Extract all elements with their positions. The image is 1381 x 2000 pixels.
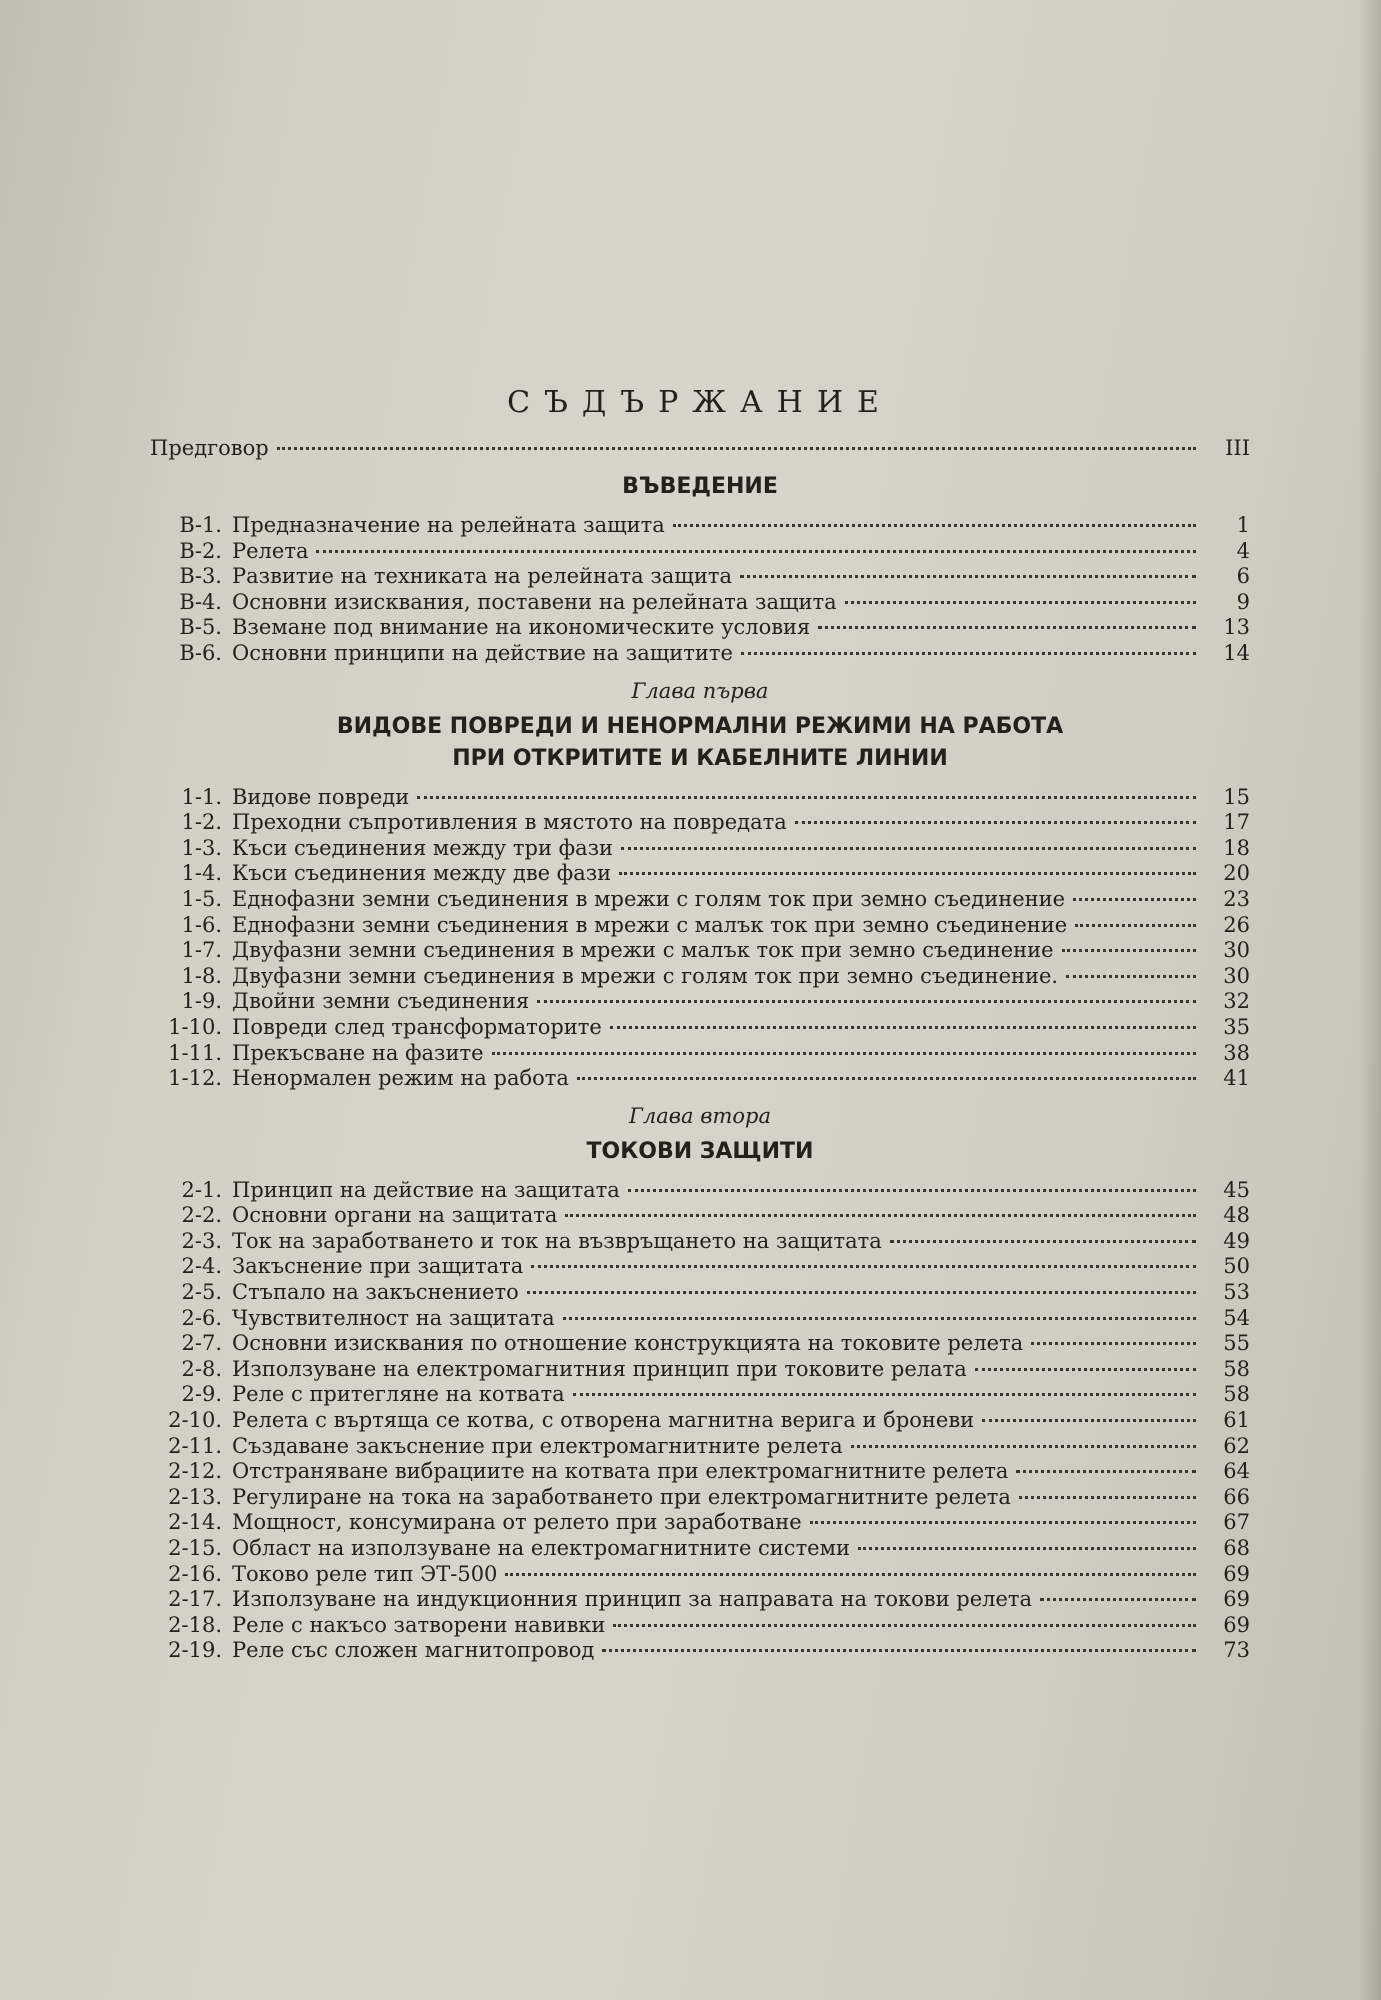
entry-number: 2-15. <box>168 1536 222 1560</box>
entry-title: Основни органи на защитата <box>232 1203 558 1228</box>
entry-number: 2-10. <box>168 1408 222 1433</box>
chapter-label: Глава втора <box>629 1103 771 1128</box>
entry-number: 2-9. <box>181 1382 222 1407</box>
toc-entry <box>150 1587 1250 1613</box>
entry-number: 1-9. <box>181 989 222 1014</box>
entry-page-number: 48 <box>1223 1203 1250 1228</box>
toc-entry <box>150 564 1250 590</box>
dot-leader <box>573 1393 1196 1396</box>
dot-leader <box>628 1189 1196 1192</box>
toc-entry <box>150 989 1250 1015</box>
page-title: СЪДЪРЖАНИЕ <box>507 385 893 420</box>
toc-entry <box>150 615 1250 641</box>
entry-page-number: 30 <box>1223 938 1250 963</box>
dot-leader <box>975 1368 1196 1371</box>
entry-title: Развитие на техниката на релейната защита <box>232 564 732 589</box>
dot-leader <box>1073 898 1196 901</box>
toc-entry <box>150 810 1250 836</box>
toc-entry <box>150 1485 1250 1511</box>
entry-title: Преходни съпротивления в мястото на повредата <box>232 810 787 835</box>
toc-entry <box>150 1510 1250 1536</box>
dot-leader <box>577 1077 1196 1080</box>
toc-entry <box>150 1408 1250 1434</box>
dot-leader <box>563 1317 1196 1320</box>
toc-entry <box>150 539 1250 565</box>
entry-title: Токово реле тип ЭТ-500 <box>232 1561 498 1586</box>
section-chapter-two <box>150 1104 1250 1664</box>
entry-number: 1-3. <box>181 835 222 860</box>
toc-entry <box>150 1066 1250 1092</box>
toc-entry <box>150 1229 1250 1255</box>
toc-entry <box>150 1382 1250 1408</box>
entry-title: Двуфазни земни съединения в мрежи с голям ток при земно съединение. <box>232 963 1059 988</box>
dot-leader <box>1075 924 1196 927</box>
entry-title: Прекъсване на фазите <box>232 1040 484 1065</box>
entry-title: Повреди след трансформаторите <box>232 1014 602 1039</box>
entry-page-number: 64 <box>1223 1459 1250 1484</box>
toc-entry <box>150 938 1250 964</box>
entry-number: В-5. <box>179 615 222 640</box>
dot-leader <box>505 1573 1196 1576</box>
entry-title: Основни принципи на действие на защитите <box>232 640 733 665</box>
dot-leader <box>673 524 1196 527</box>
toc-entry <box>150 1254 1250 1280</box>
dot-leader <box>795 821 1196 824</box>
entry-number: 2-5. <box>181 1280 222 1305</box>
entry-page-number: 23 <box>1223 886 1250 911</box>
entry-title: Основни изисквания, поставени на релейната защита <box>232 589 837 614</box>
toc-entry <box>150 1178 1250 1204</box>
dot-leader <box>858 1547 1196 1550</box>
section-chapter-one <box>150 679 1250 1092</box>
entry-title: Релета <box>232 538 309 563</box>
entry-page-number: 17 <box>1223 810 1250 835</box>
dot-leader <box>621 847 1196 850</box>
toc-entry <box>150 1041 1250 1067</box>
entry-number: В-2. <box>179 538 222 563</box>
entry-page-number: 69 <box>1223 1612 1250 1637</box>
chapter-title: ТОКОВИ ЗАЩИТИ <box>586 1138 814 1164</box>
entry-title: Реле с притегляне на котвата <box>232 1382 565 1407</box>
entry-title: Къси съединения между две фази <box>232 861 612 886</box>
entry-page-number: 14 <box>1223 640 1250 665</box>
dot-leader <box>1019 1496 1196 1499</box>
entry-title: Двойни земни съединения <box>232 989 530 1014</box>
entry-title: Ненормален режим на работа <box>232 1066 569 1091</box>
toc-entry <box>150 836 1250 862</box>
dot-leader <box>527 1291 1196 1294</box>
entry-page-number: 18 <box>1223 835 1250 860</box>
entry-page-number: 9 <box>1236 589 1250 614</box>
entry-page-number: 41 <box>1223 1066 1250 1091</box>
toc-entry <box>150 1613 1250 1639</box>
entry-number: 2-18. <box>168 1612 222 1637</box>
entry-number: 2-8. <box>181 1356 222 1381</box>
dot-leader <box>565 1214 1196 1217</box>
toc-entry <box>150 1280 1250 1306</box>
chapter-title-line-2: ПРИ ОТКРИТИТЕ И КАБЕЛНИТЕ ЛИНИИ <box>452 745 948 771</box>
entry-title: Закъснение при защитата <box>232 1254 524 1279</box>
toc-list <box>150 513 1250 667</box>
page-edge-shadow <box>1359 0 1381 2000</box>
toc-list <box>150 785 1250 1092</box>
entry-title: Еднофазни земни съединения в мрежи с малък ток при земно съединение <box>232 912 1068 937</box>
toc-entry <box>150 1459 1250 1485</box>
toc-entry <box>150 513 1250 539</box>
entry-title: Стъпало на закъснението <box>232 1280 519 1305</box>
dot-leader <box>610 1026 1196 1029</box>
entry-number: 2-17. <box>168 1587 222 1612</box>
entry-page-number: 15 <box>1223 784 1250 809</box>
entry-title: Използуване на индукционния принцип за направата на токови релета <box>232 1587 1033 1612</box>
entry-title: Принцип на действие на защитата <box>232 1177 620 1202</box>
entry-page-number: 66 <box>1223 1484 1250 1509</box>
entry-number: 2-11. <box>168 1433 222 1458</box>
entry-title: Реле със сложен магнитопровод <box>232 1638 595 1663</box>
entry-page-number: 58 <box>1223 1382 1250 1407</box>
entry-title: Еднофазни земни съединения в мрежи с голям ток при земно съединение <box>232 886 1066 911</box>
toc-entry <box>150 1638 1250 1664</box>
dot-leader <box>818 626 1196 629</box>
toc-entry <box>150 590 1250 616</box>
dot-leader <box>537 1000 1196 1003</box>
entry-page-number: 55 <box>1223 1331 1250 1356</box>
entry-number: 1-1. <box>181 784 222 809</box>
toc-entry <box>150 1331 1250 1357</box>
entry-title: Основни изисквания по отношение конструкцията на токовите релета <box>232 1331 1024 1356</box>
entry-number: 2-19. <box>168 1638 222 1663</box>
entry-number: 2-2. <box>181 1203 222 1228</box>
entry-number: В-1. <box>179 513 222 537</box>
entry-page-number: 67 <box>1223 1510 1250 1535</box>
entry-title: Създаване закъснение при електромагнитните релета <box>232 1433 843 1458</box>
chapter-label: Глава първа <box>631 678 769 703</box>
toc-entry <box>150 1306 1250 1332</box>
entry-number: 2-3. <box>181 1228 222 1253</box>
dot-leader <box>1062 949 1196 952</box>
dot-leader <box>982 1419 1196 1422</box>
entry-number: 1-6. <box>181 912 222 937</box>
toc-entry <box>150 861 1250 887</box>
entry-page-number: 73 <box>1223 1638 1250 1663</box>
entry-number: 1-2. <box>181 810 222 835</box>
dot-leader <box>1066 975 1196 978</box>
entry-number: В-6. <box>179 640 222 665</box>
dot-leader <box>1031 1342 1196 1345</box>
toc-entry <box>150 1434 1250 1460</box>
dot-leader <box>845 601 1196 604</box>
preface-page: III <box>1225 436 1250 460</box>
entry-page-number: 69 <box>1223 1587 1250 1612</box>
dot-leader <box>316 550 1196 553</box>
entry-number: 1-5. <box>181 886 222 911</box>
toc-entry <box>150 785 1250 811</box>
dot-leader <box>602 1649 1196 1652</box>
entry-number: 1-8. <box>181 963 222 988</box>
entry-number: 2-1. <box>181 1177 222 1202</box>
toc-entry <box>150 641 1250 667</box>
toc-entry <box>150 1536 1250 1562</box>
toc-entry <box>150 887 1250 913</box>
entry-page-number: 61 <box>1223 1408 1250 1433</box>
entry-page-number: 26 <box>1223 912 1250 937</box>
entry-page-number: 45 <box>1223 1177 1250 1202</box>
entry-number: 1-11. <box>168 1040 222 1065</box>
dot-leader <box>613 1624 1196 1627</box>
toc-entry <box>150 964 1250 990</box>
entry-number: 2-14. <box>168 1510 222 1535</box>
chapter-title-line-1: ВИДОВЕ ПОВРЕДИ И НЕНОРМАЛНИ РЕЖИМИ НА РАБОТА <box>336 713 1064 739</box>
toc-entry <box>150 1015 1250 1041</box>
entry-number: В-3. <box>179 564 222 589</box>
preface-label: Предговор <box>150 436 269 460</box>
entry-page-number: 49 <box>1223 1228 1250 1253</box>
entry-page-number: 4 <box>1236 538 1250 563</box>
entry-title: Двуфазни земни съединения в мрежи с малък ток при земно съединение <box>232 938 1054 963</box>
dot-leader <box>492 1052 1196 1055</box>
entry-page-number: 13 <box>1223 615 1250 640</box>
entry-number: 1-10. <box>168 1014 222 1039</box>
dot-leader <box>851 1445 1196 1448</box>
entry-number: 1-7. <box>181 938 222 963</box>
entry-page-number: 53 <box>1223 1280 1250 1305</box>
section-introduction <box>150 474 1250 667</box>
entry-number: 2-12. <box>168 1459 222 1484</box>
dot-leader <box>740 575 1196 578</box>
entry-page-number: 68 <box>1223 1536 1250 1560</box>
entry-title: Чувствителност на защитата <box>232 1305 555 1330</box>
entry-title: Област на използуване на електромагнитните системи <box>232 1536 850 1560</box>
dot-leader <box>810 1521 1196 1524</box>
toc-entry <box>150 913 1250 939</box>
entry-title: Реле с накъсо затворени навивки <box>232 1612 606 1637</box>
entry-number: 1-12. <box>168 1066 222 1091</box>
entry-page-number: 1 <box>1236 513 1250 537</box>
entry-page-number: 35 <box>1223 1014 1250 1039</box>
entry-title: Отстраняване вибрациите на котвата при електромагнитните релета <box>232 1459 1009 1484</box>
section-heading: ВЪВЕДЕНИЕ <box>622 474 778 499</box>
entry-number: 2-7. <box>181 1331 222 1356</box>
entry-number: 2-4. <box>181 1254 222 1279</box>
entry-page-number: 58 <box>1223 1356 1250 1381</box>
toc-list <box>150 1178 1250 1664</box>
entry-title: Използуване на електромагнитния принцип при токовите релата <box>232 1356 967 1381</box>
entry-title: Ток на заработването и ток на възвръщането на защитата <box>232 1228 882 1253</box>
dot-leader <box>531 1265 1196 1268</box>
dot-leader <box>619 872 1196 875</box>
entry-title: Регулиране на тока на заработването при електромагнитните релета <box>232 1484 1011 1509</box>
entry-title: Къси съединения между три фази <box>232 835 614 860</box>
entry-page-number: 62 <box>1223 1433 1250 1458</box>
entry-title: Предназначение на релейната защита <box>232 513 665 537</box>
dot-leader <box>277 447 1196 450</box>
entry-number: 1-4. <box>181 861 222 886</box>
entry-page-number: 50 <box>1223 1254 1250 1279</box>
dot-leader <box>417 796 1196 799</box>
entry-page-number: 69 <box>1223 1561 1250 1586</box>
entry-number: 2-13. <box>168 1484 222 1509</box>
dot-leader <box>1016 1470 1196 1473</box>
entry-title: Релета с въртяща се котва, с отворена магнитна верига и броневи <box>232 1408 975 1433</box>
entry-title: Мощност, консумирана от релето при заработване <box>232 1510 802 1535</box>
entry-number: 2-6. <box>181 1305 222 1330</box>
entry-page-number: 54 <box>1223 1305 1250 1330</box>
table-of-contents <box>150 385 1250 1664</box>
chapter-title <box>150 711 1250 775</box>
entry-number: 2-16. <box>168 1561 222 1586</box>
dot-leader <box>741 652 1196 655</box>
entry-page-number: 32 <box>1223 989 1250 1014</box>
entry-number: В-4. <box>179 589 222 614</box>
entry-page-number: 6 <box>1236 564 1250 589</box>
entry-title: Видове повреди <box>232 784 410 809</box>
toc-entry-preface <box>150 436 1250 466</box>
toc-entry <box>150 1562 1250 1588</box>
dot-leader <box>890 1240 1196 1243</box>
entry-page-number: 20 <box>1223 861 1250 886</box>
entry-title: Вземане под внимание на икономическите условия <box>232 615 811 640</box>
toc-entry <box>150 1357 1250 1383</box>
entry-page-number: 30 <box>1223 963 1250 988</box>
toc-entry <box>150 1203 1250 1229</box>
dot-leader <box>1040 1598 1196 1601</box>
entry-page-number: 38 <box>1223 1040 1250 1065</box>
